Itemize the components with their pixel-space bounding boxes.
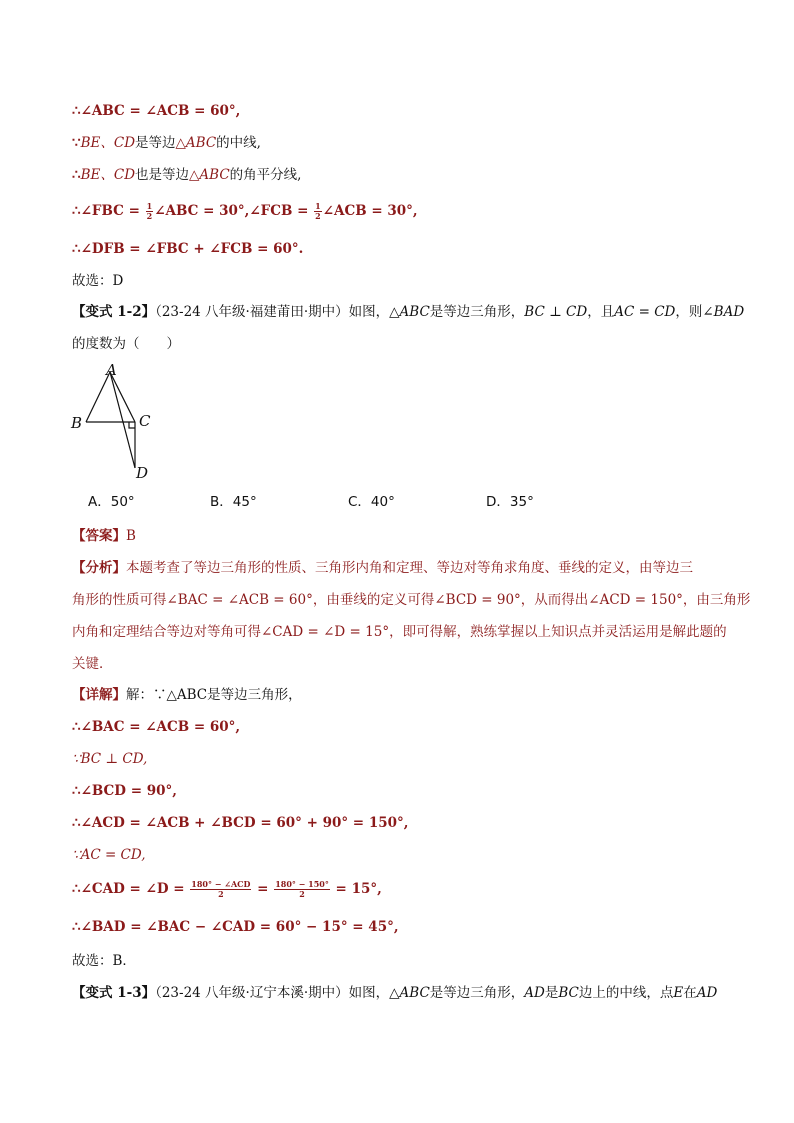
detail-choice: 故选：B． bbox=[72, 953, 136, 969]
detail-step-4: ∴∠ACD = ∠ACB + ∠BCD = 60° + 90° = 150°, bbox=[72, 815, 409, 831]
analysis-line-2: 角形的性质可得∠BAC = ∠ACB = 60°，由垂线的定义可得∠BCD = 90°，从而得出∠ACD = 150°，由三角形 bbox=[72, 592, 751, 608]
proof-line-4: ∴∠FBC = $\frac{1}{2}$ ∠ABC = 30°,∠FCB = $\frac{1}{2}$ ∠ACB = 30°, bbox=[72, 201, 418, 221]
fraction-half: $\frac{1}{2}$ bbox=[146, 201, 153, 221]
option-c[interactable]: C．40° bbox=[348, 494, 395, 510]
segment-ad bbox=[110, 372, 135, 468]
label-d: D bbox=[136, 464, 149, 482]
detail-step-6: ∴∠CAD = ∠D = $\frac{\text{180° − ∠ACD}}{2}$ = $\frac{180^\circ - 150^\circ}{2}$ = 15°, bbox=[72, 879, 382, 899]
proof-choice: 故选：D bbox=[72, 273, 124, 289]
fraction-step: $\frac{180^\circ - 150^\circ}{2}$ bbox=[275, 879, 329, 899]
detail-intro: 【详解】解：∵△ABC是等边三角形， bbox=[72, 687, 302, 703]
detail-step-2: ∵BC ⊥ CD, bbox=[72, 751, 148, 767]
detail-step-7: ∴∠BAD = ∠BAC − ∠CAD = 60° − 15° = 45°, bbox=[72, 919, 399, 935]
analysis-line-1: 【分析】本题考查了等边三角形的性质、三角形内角和定理、等边对等角求角度、垂线的定义，由等边三 bbox=[72, 560, 693, 576]
question-1-2-stem: 【变式 1-2】（23-24 八年级·福建莆田·期中）如图，△ABC是等边三角形，BC ⊥ CD，且AC = CD，则∠BAD bbox=[72, 304, 745, 320]
detail-step-1: ∴∠BAC = ∠ACB = 60°, bbox=[72, 719, 241, 735]
proof-line-2: ∵BE、CD是等边△ABC的中线, bbox=[72, 135, 261, 151]
answer-line: 【答案】B bbox=[72, 528, 136, 544]
label-a: A bbox=[106, 361, 117, 379]
option-a[interactable]: A．50° bbox=[88, 494, 135, 510]
proof-line-1: ∴∠ABC = ∠ACB = 60°, bbox=[72, 103, 241, 119]
option-d[interactable]: D．35° bbox=[486, 494, 534, 510]
segment-ac bbox=[110, 372, 135, 422]
right-angle-mark bbox=[129, 422, 135, 428]
question-1-3-stem: 【变式 1-3】（23-24 八年级·辽宁本溪·期中）如图，△ABC是等边三角形，AD是BC边上的中线，点E在AD bbox=[72, 985, 718, 1001]
label-c: C bbox=[139, 412, 151, 430]
segment-ab bbox=[86, 372, 110, 422]
question-1-2-stem-line2: 的度数为（ ） bbox=[72, 336, 180, 352]
label-b: B bbox=[71, 414, 83, 432]
proof-line-3: ∴BE、CD也是等边△ABC的角平分线, bbox=[72, 167, 302, 183]
detail-step-5: ∵AC = CD, bbox=[72, 847, 146, 863]
detail-step-3: ∴∠BCD = 90°, bbox=[72, 783, 177, 799]
triangle-figure bbox=[66, 360, 166, 484]
option-b[interactable]: B．45° bbox=[210, 494, 257, 510]
fraction-step: $\frac{\text{180° − ∠ACD}}{2}$ bbox=[191, 879, 251, 899]
analysis-line-4: 关键． bbox=[72, 656, 113, 672]
fraction-half: $\frac{1}{2}$ bbox=[315, 201, 321, 221]
analysis-line-3: 内角和定理结合等边对等角可得∠CAD = ∠D = 15°，即可得解，熟练掌握以上知识点并灵活运用是解此题的 bbox=[72, 624, 727, 640]
proof-line-5: ∴∠DFB = ∠FBC + ∠FCB = 60°. bbox=[72, 241, 304, 257]
